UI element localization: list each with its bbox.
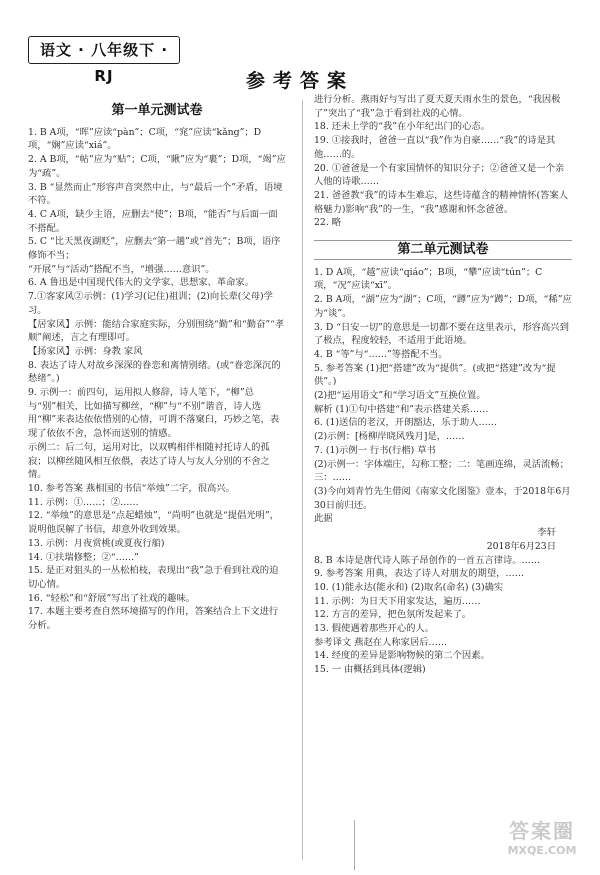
answer-line: (3)今向刘青竹先生借阅《南家文化图鉴》壹本，于2018年6月30日前归还。 <box>314 485 571 511</box>
answer-line: 11. 示例：①……；②…… <box>28 496 139 508</box>
answer-line: 示例二：后二句，运用对比，以双鸭相伴相随衬托诗人的孤寂；以柳丝随风相互依偎，表达了诗人与友人分别的不舍之情。 <box>28 441 270 481</box>
answer-line: 16. “轻松”和“舒展”写出了社戏的趣味。 <box>28 592 195 604</box>
answer-line: 4. B “等”与“……”等搭配不当。 <box>314 348 448 360</box>
answer-line: 17. 本题主要考查自然环境描写的作用，答案结合上下文进行分析。 <box>28 606 279 632</box>
answer-line: 21. 爸爸教“我”的诗本生难忘，这些诗蕴含的精神情怀(答案人格魅力)影响“我”的一生，“我”感谢和怀念爸爸。 <box>314 189 568 215</box>
answer-line: 7.①客家风②示例：(1)学习(记住)祖训；(2)向长辈(父母)学习。 <box>28 291 273 316</box>
answer-line: 6. (1)送信的老汉，开朗豁达，乐于助人…… <box>314 417 498 429</box>
answer-line: (2)示例一：字体端庄，勾称工整；二：笔画连绵，灵活流畅；三：…… <box>314 458 569 484</box>
answer-line: 19. ①接我时，爸爸一直以“我”作为自豪……“我”的诗是其他……的。 <box>314 135 556 160</box>
left-column <box>28 92 286 633</box>
answer-line: 22. 略 <box>314 217 342 229</box>
answer-line: 10. 参考答案 燕相国的书信“举烛”二字，很高兴。 <box>28 482 235 494</box>
right-answer-list <box>314 266 572 677</box>
answer-line: 2. B A项，“湖”应为“湖”；C项，“蹲”应为“蹲”；D项，“稀”应为“谈”。 <box>314 294 572 319</box>
answer-line: 14. 经度的差异是影响物候的第二个因素。 <box>314 650 490 662</box>
answer-line: 10. (1)能永达(能永和) (2)取名(命名) (3)确实 <box>314 581 504 593</box>
answer-line: 12. 方言的差异，把色氛所发起来了。 <box>314 609 472 621</box>
answer-line: 参考译文 燕赵在人称家居后…… <box>314 636 448 648</box>
answer-line: 5. C “比天黑夜湖贬”，应删去“第一趟”或“首先”；B项，语序修饰不当； <box>28 236 281 262</box>
answer-line: 3. B “显然而止”形容声音突然中止，与“最后一个”矛盾，语境不符。 <box>28 181 283 207</box>
answer-line: 9. 示例一：前四句，运用拟人修辞，诗人笔下，“柳”总与“别”相关，比如描写柳丝，“柳”与“不别”谐音，诗人选用“柳”来表达依依惜别的心情，可谓不落窠臼，巧妙之笔，表现了依依不舍，急怀而送别的情感。 <box>28 387 280 440</box>
right-column <box>314 93 572 677</box>
answer-line: (2)把“运用语文”和“学习语文”互换位置。 <box>314 390 486 402</box>
answer-line: 15. 是正对狙头的一丛松柏枝，表现出“我”急于看到社戏的迫切心情。 <box>28 565 279 590</box>
book-title-badge: 语文 · 八年级下 · RJ <box>28 36 180 64</box>
answer-line: 【居家风】示例：能结合家庭实际，分别围绕“勤”和“勤奋”“孝顺”阐述，言之有理即可。 <box>28 318 285 344</box>
answer-line: 4. C A项，缺少主语，应删去“使”；B项，“能否”与后面一面不搭配。 <box>28 208 278 234</box>
answer-line: 此据 <box>314 513 333 525</box>
answer-line: 1. B A项，“晖”应读“pàn”；C项，“窕”应读“kǎng”；D项，“娴”应读“xiá”。 <box>28 126 262 152</box>
answer-line: 9. 参考答案 用典，表达了诗人对朋友的期望，…… <box>314 568 525 580</box>
answer-line: 2018年6月23日 <box>486 540 556 552</box>
answer-line: 3. D “日安一切”的意思是一切都不要在这里表示，形容高兴到了极点，程度较轻，不适用于此语境。 <box>314 321 569 347</box>
answer-line: 李轩 <box>537 527 556 539</box>
answer-line: 【扬家风】示例：身教 家风 <box>28 345 143 357</box>
answer-line: 进行分析。燕雨好与写出了夏天夏天雨水生的景色，“我因极了”突出了“我”急于看到社戏的心情。 <box>314 94 561 119</box>
answer-line: “开展”与“活动”搭配不当，“增强……意识”。 <box>28 263 215 275</box>
answer-line: 解析 (1)①句中搭建“和”表示搭建关系…… <box>314 403 489 415</box>
answer-line: 14. ①扶瑞修整；②“……” <box>28 551 139 563</box>
answer-line: (2)示例：[杨柳岸晓风残月]是，…… <box>314 431 465 443</box>
answer-line: 5. 参考答案 (1)把“搭建”改为“提供”。(或把“搭建”改为“提供”。) <box>314 362 556 388</box>
watermark-logo <box>494 815 590 861</box>
section-heading: 第一单元测试卷 <box>111 103 203 118</box>
answer-line: 12. “举烛”的意思是“点起蜡烛”，“尚明”也就是“提倡光明”，说明他误解了书信，却意外收到效果。 <box>28 510 279 536</box>
answer-line: 6. A 鲁迅是中国现代伟大的文学家、思想家、革命家。 <box>28 277 255 289</box>
answer-line: 8. B 本诗是唐代诗人陈子昂创作的一首五言律诗。…… <box>314 554 541 566</box>
section-heading: 第二单元测试卷 <box>314 240 572 260</box>
answer-line: 7. (1)示例一 行书(行楷) 草书 <box>314 444 436 456</box>
answer-line: 2. A B项，“帖”应为“贴”；C项，“瞅”应为“裹”；D项，“竭”应为“疏”。 <box>28 154 286 179</box>
watermark-url: MXQE.COM <box>507 844 577 857</box>
page-fold-line <box>354 820 355 870</box>
watermark-text: 答案圈 <box>509 819 575 843</box>
answer-line: 13. 假使遇着那些开心的人。 <box>314 623 435 635</box>
answer-line: 1. D A项，“越”应读“qiáo”；B项，“攀”应读“tún”；C项，“况”应读“xī”。 <box>314 266 543 292</box>
left-answer-list <box>28 126 286 633</box>
page-title: 参考答案 <box>245 70 354 92</box>
answer-line: 8. 表达了诗人对故乡深深的眷恋和离情别绪。(或“眷恋深沉的愁绪”。) <box>28 359 281 385</box>
answer-line: 11. 示例：为日天下用家发达，遍历…… <box>314 595 481 607</box>
answer-line: 18. 还未上学的“我”在小年纪出门的心态。 <box>314 121 490 133</box>
answer-line: 15. 一 由概括到具体(逻辑) <box>314 664 426 676</box>
column-divider <box>302 100 303 860</box>
answer-line: 20. ①爸爸是一个有家国情怀的知识分子；②爸爸又是一个亲人他的诗歌…… <box>314 162 565 188</box>
right-answer-list-top <box>314 93 572 230</box>
answer-line: 13. 示例：月夜赏桃(或夏夜行船) <box>28 537 165 549</box>
